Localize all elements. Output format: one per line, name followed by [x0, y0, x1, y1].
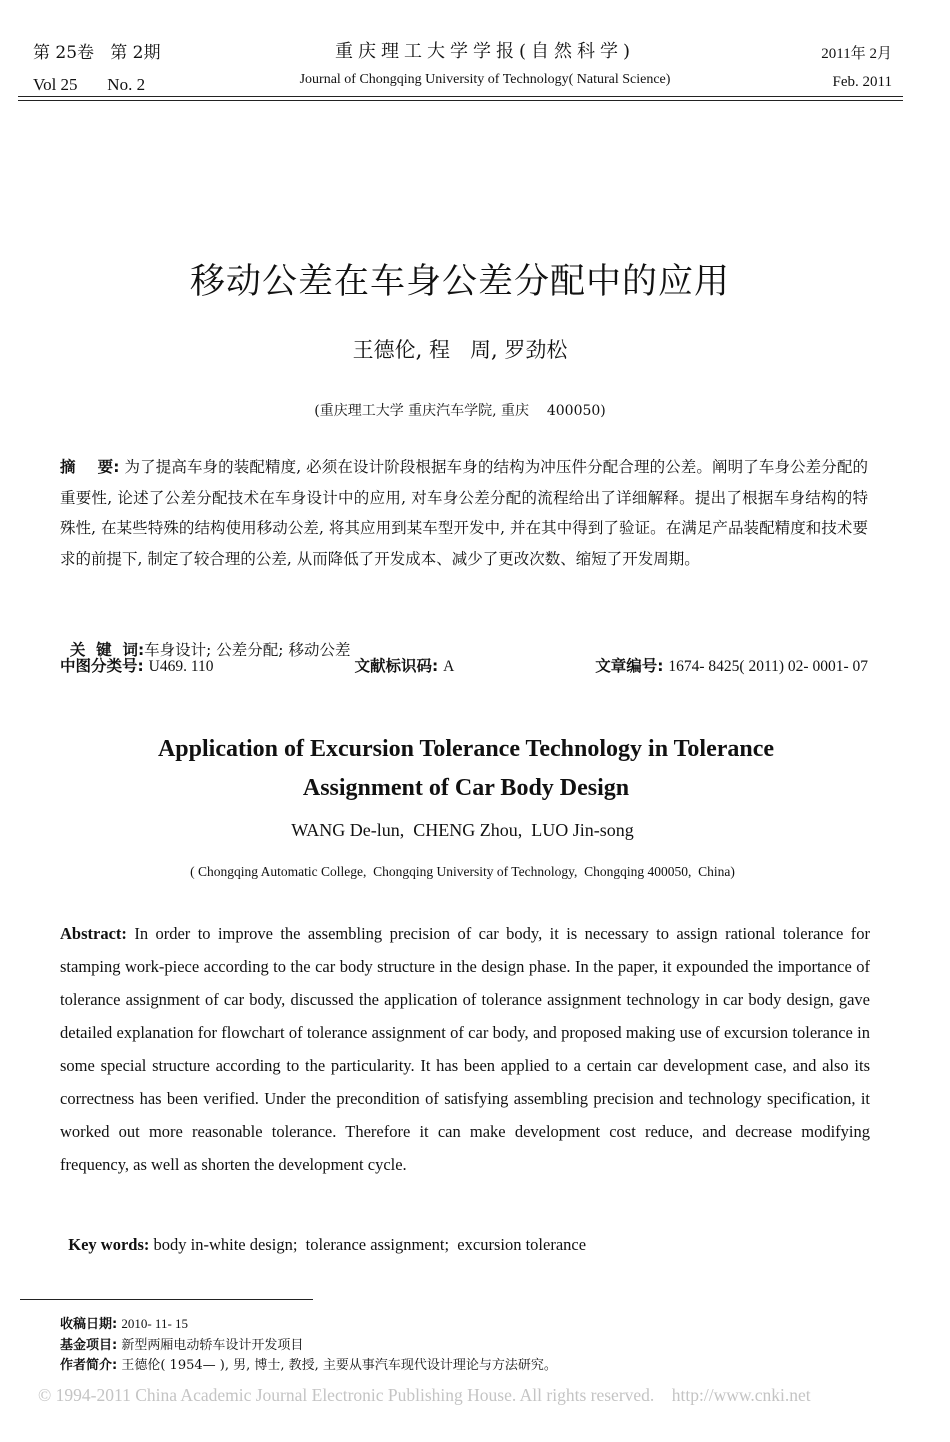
volume-cn: 第 25卷 第 2期 [33, 43, 161, 63]
keywords-en-text: body in-white design; tolerance assignment; excursion tolerance [153, 1235, 587, 1254]
abstract-en [60, 917, 870, 1181]
classification-row [60, 654, 868, 676]
copyright-watermark: © 1994-2011 China Academic Journal Electronic Publishing House. All rights reserved. http://www.cnki.net [38, 1385, 811, 1405]
issue-info [33, 38, 160, 100]
doc-code-value: A [443, 658, 455, 675]
abstract-cn-label: 摘 要: [60, 458, 120, 476]
article-no-label: 文章编号: [595, 657, 664, 675]
keywords-en-label: Key words: [68, 1235, 150, 1254]
clc-value: U469. 110 [148, 658, 214, 675]
abstract-en-label: Abstract: [60, 924, 127, 943]
footnote-rule [20, 1299, 313, 1300]
author-value: 王德伦( 1954— ), 男, 博士, 教授, 主要从事汽车现代设计理论与方法研究。 [121, 1358, 557, 1373]
fund-project [60, 1336, 557, 1357]
affiliation-en: ( Chongqing Automatic College, Chongqing University of Technology, Chongqing 400050, China) [190, 864, 735, 879]
abstract-en-text: In order to improve the assembling precision of car body, it is necessary to assign rational tolerance for stamping work-piece according to the car body structure in the design phase. In the paper, it expounded the importance of tolerance assignment of car body, discussed the application of tolerance assignment technology in car body design, gave detailed explanation for flowchart of tolerance assignment of car body, and proposed making use of excursion tolerance in some special structure according to the particularity. It has been applied to a certain car development case, and also its correctness has been verified. Under the precondition of satisfying assembling precision and technology specification, it worked out more reasonable tolerance. Therefore it can make development cost reduce, and decrease modifying frequency, as well as shorten the development cycle. [60, 924, 871, 1174]
fund-label: 基金项目: [60, 1337, 118, 1353]
clc-label: 中图分类号: [60, 657, 144, 675]
author-bio [60, 1356, 557, 1377]
doc-code-field [354, 654, 454, 676]
article-no-value: 1674- 8425( 2011) 02- 0001- 07 [668, 658, 868, 675]
authors-en: WANG De-lun, CHENG Zhou, LUO Jin-song [291, 820, 634, 840]
date-en: Feb. 2011 [832, 74, 892, 90]
volume-en: Vol 25 No. 2 [33, 75, 146, 94]
journal-name [250, 38, 720, 94]
received-date [60, 1314, 557, 1336]
author-label: 作者简介: [60, 1358, 118, 1373]
doc-code-label: 文献标识码: [354, 657, 439, 675]
paper-title-en: Application of Excursion Tolerance Technology in Tolerance Assignment of Car Body Design [157, 736, 775, 801]
keywords-cn-label: 关 键 词: [69, 641, 145, 659]
header-rule-thin [18, 100, 903, 101]
received-value: 2010- 11- 15 [121, 1316, 189, 1331]
footnote [60, 1314, 557, 1377]
article-no-field [595, 654, 868, 676]
journal-name-en: Journal of Chongqing University of Technology( Natural Science) [299, 72, 671, 87]
clc-field [60, 654, 214, 676]
paper-title-cn: 移动公差在车身公差分配中的应用 [189, 262, 730, 302]
issue-date [821, 40, 892, 96]
journal-name-cn: 重庆理工大学学报(自然科学) [334, 41, 636, 62]
abstract-cn-text: 为了提高车身的装配精度, 必须在设计阶段根据车身的结构为冲压件分配合理的公差。阐明了车身公差分配的重要性, 论述了公差分配技术在车身设计中的应用, 对车身公差分配的流程给出了详细解释。提出了根据车身结构的特殊性, 在某些特殊的结构使用移动公差, 将其应用到某车型开发中, 并在其中得到了验证。在满足产品装配精度和技术要求的前提下, 制定了较合理的公差, 从而降低了开发成本、减少了更改次数、缩短了开发周期。 [60, 458, 868, 568]
header-rule-thick [18, 96, 903, 97]
fund-value: 新型两厢电动轿车设计开发项目 [121, 1337, 304, 1353]
affiliation-cn: (重庆理工大学 重庆汽车学院, 重庆 400050) [314, 403, 606, 419]
keywords-en [60, 1215, 586, 1255]
received-label: 收稿日期: [60, 1317, 118, 1332]
authors-cn: 王德伦, 程 周, 罗劲松 [352, 338, 568, 362]
date-cn: 2011年 2月 [821, 46, 892, 62]
keywords-cn-text: 车身设计; 公差分配; 移动公差 [144, 641, 351, 659]
abstract-cn [60, 452, 868, 574]
